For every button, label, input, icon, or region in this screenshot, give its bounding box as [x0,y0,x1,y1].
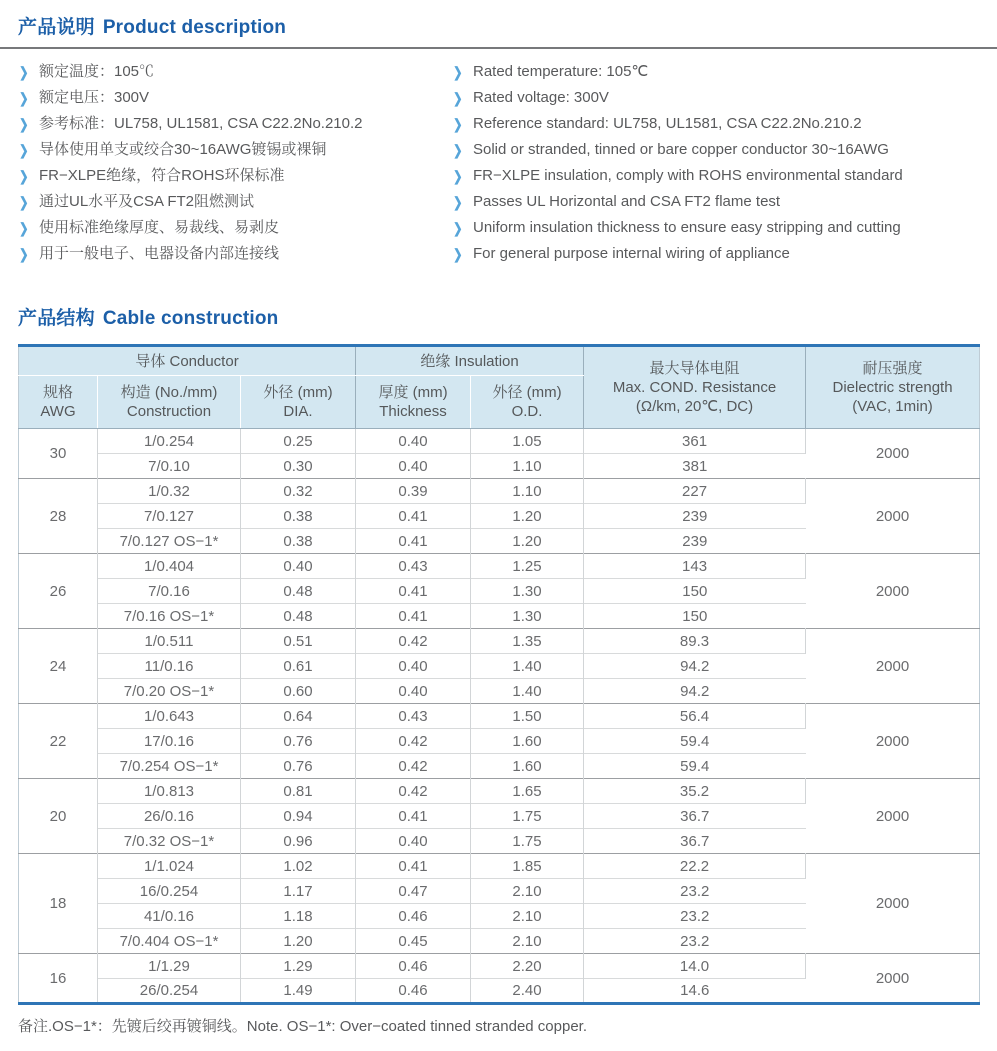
description-item-text: FR−XLPE insulation, comply with ROHS environmental standard [473,167,903,184]
data-cell: 143 [584,554,806,579]
data-cell: 0.41 [356,504,471,529]
data-cell: 0.43 [356,554,471,579]
cable-construction-title-zh: 产品结构 [18,308,95,329]
data-cell: 0.38 [241,529,356,554]
dielectric-header-zh: 耐压强度 [862,360,923,377]
description-item-zh-0 [18,59,452,85]
chevron-right-icon: ❯ [453,90,463,106]
data-cell: 94.2 [584,654,806,679]
data-cell: 2.40 [471,979,584,1004]
data-cell: 0.81 [241,779,356,804]
product-description-title-en: Product description [102,17,287,38]
description-item-text: Rated temperature: 105℃ [473,63,649,80]
data-cell: 41/0.16 [98,904,241,929]
table-head [19,346,980,429]
product-description-section [18,12,979,267]
data-cell: 2.10 [471,879,584,904]
dielectric-cell: 2000 [806,479,980,554]
data-cell: 1.30 [471,604,584,629]
data-cell: 36.7 [584,829,806,854]
description-columns [18,59,979,267]
dielectric-cell: 2000 [806,629,980,704]
data-cell: 0.41 [356,529,471,554]
data-cell: 1.25 [471,554,584,579]
data-cell: 14.6 [584,979,806,1004]
data-cell: 0.76 [241,729,356,754]
data-cell: 0.40 [356,654,471,679]
data-cell: 0.25 [241,429,356,454]
description-item-zh-5 [18,189,452,215]
dielectric-cell: 2000 [806,704,980,779]
data-cell: 1/1.29 [98,954,241,979]
group-header-insulation: 绝缘 Insulation [356,346,584,376]
data-cell: 0.32 [241,479,356,504]
cable-construction-section [18,303,979,1036]
data-cell: 7/0.16 [98,579,241,604]
data-cell: 89.3 [584,629,806,654]
data-cell: 0.30 [241,454,356,479]
data-cell: 0.94 [241,804,356,829]
description-item-zh-4 [18,163,452,189]
data-cell: 0.46 [356,979,471,1004]
data-cell: 26/0.16 [98,804,241,829]
cable-construction-title [18,303,979,330]
data-cell: 1.20 [241,929,356,954]
description-item-text: 参考标准：UL758, UL1581, CSA C22.2No.210.2 [39,115,363,132]
table-row-awg24-0 [19,629,980,654]
column-header-od: 外径 (mm) O.D. [471,376,584,429]
data-cell: 0.39 [356,479,471,504]
data-cell: 0.40 [356,454,471,479]
description-item-text: 额定电压：300V [39,89,150,106]
data-cell: 1.18 [241,904,356,929]
data-cell: 361 [584,429,806,454]
description-item-text: 用于一般电子、电器设备内部连接线 [39,245,280,262]
data-cell: 1.35 [471,629,584,654]
data-cell: 1.49 [241,979,356,1004]
dielectric-header-en: Dielectric strength [832,379,953,396]
group-header-conductor: 导体 Conductor [19,346,356,376]
data-cell: 0.48 [241,604,356,629]
data-cell: 94.2 [584,679,806,704]
chevron-right-icon: ❯ [19,194,29,210]
data-cell: 1.40 [471,679,584,704]
data-cell: 1.50 [471,704,584,729]
data-cell: 1.05 [471,429,584,454]
data-cell: 7/0.404 OS−1* [98,929,241,954]
description-item-text: 使用标准绝缘厚度、易裁线、易剥皮 [39,219,280,236]
data-cell: 1.10 [471,479,584,504]
description-item-zh-3 [18,137,452,163]
description-item-en-0 [452,59,979,85]
data-cell: 1.10 [471,454,584,479]
data-cell: 0.41 [356,604,471,629]
description-item-en-3 [452,137,979,163]
data-cell: 239 [584,529,806,554]
description-item-text: 额定温度：105℃ [39,63,155,80]
chevron-right-icon: ❯ [19,64,29,80]
data-cell: 1/0.32 [98,479,241,504]
description-list-zh [18,59,452,267]
description-item-zh-1 [18,85,452,111]
data-cell: 7/0.20 OS−1* [98,679,241,704]
description-item-en-5 [452,189,979,215]
data-cell: 1.85 [471,854,584,879]
data-cell: 2.20 [471,954,584,979]
description-item-text: FR−XLPE绝缘，符合ROHS环保标准 [39,167,285,184]
data-cell: 23.2 [584,904,806,929]
table-row-awg30-0 [19,429,980,454]
chevron-right-icon: ❯ [453,168,463,184]
resistance-header-en: Max. COND. Resistance [612,379,777,396]
table-row-awg18-0 [19,854,980,879]
data-cell: 0.96 [241,829,356,854]
data-cell: 2.10 [471,904,584,929]
data-cell: 0.40 [356,679,471,704]
data-cell: 7/0.127 [98,504,241,529]
dielectric-cell: 2000 [806,779,980,854]
chevron-right-icon: ❯ [19,246,29,262]
table-row-awg16-0 [19,954,980,979]
resistance-header-zh: 最大导体电阻 [649,360,740,377]
chevron-right-icon: ❯ [19,90,29,106]
data-cell: 1/0.813 [98,779,241,804]
description-item-text: Rated voltage: 300V [473,89,609,106]
data-cell: 0.45 [356,929,471,954]
data-cell: 0.48 [241,579,356,604]
data-cell: 0.64 [241,704,356,729]
data-cell: 0.42 [356,779,471,804]
table-body [19,429,980,1004]
data-cell: 23.2 [584,879,806,904]
awg-cell: 16 [19,954,98,1004]
awg-cell: 28 [19,479,98,554]
data-cell: 35.2 [584,779,806,804]
data-cell: 1/0.404 [98,554,241,579]
table-row-awg26-0 [19,554,980,579]
data-cell: 1.60 [471,754,584,779]
description-item-zh-7 [18,241,452,267]
chevron-right-icon: ❯ [453,246,463,262]
data-cell: 1/0.511 [98,629,241,654]
product-description-title-zh: 产品说明 [18,17,95,38]
awg-cell: 20 [19,779,98,854]
data-cell: 16/0.254 [98,879,241,904]
data-cell: 22.2 [584,854,806,879]
awg-cell: 18 [19,854,98,954]
column-header-awg: 规格 AWG [19,376,98,429]
description-item-text: 导体使用单支或绞合30~16AWG镀锡或裸铜 [39,141,327,158]
data-cell: 36.7 [584,804,806,829]
data-cell: 381 [584,454,806,479]
description-item-en-6 [452,215,979,241]
description-item-en-4 [452,163,979,189]
data-cell: 239 [584,504,806,529]
data-cell: 2.10 [471,929,584,954]
awg-cell: 22 [19,704,98,779]
data-cell: 14.0 [584,954,806,979]
chevron-right-icon: ❯ [19,220,29,236]
data-cell: 0.43 [356,704,471,729]
cable-construction-title-en: Cable construction [102,308,279,329]
data-cell: 0.61 [241,654,356,679]
dielectric-cell: 2000 [806,429,980,479]
data-cell: 150 [584,604,806,629]
data-cell: 59.4 [584,729,806,754]
dielectric-header-unit: (VAC, 1min) [852,398,933,415]
title-divider [0,47,997,49]
table-row-awg20-0 [19,779,980,804]
description-item-text: Solid or stranded, tinned or bare copper conductor 30~16AWG [473,141,889,158]
description-item-zh-2 [18,111,452,137]
description-item-en-2 [452,111,979,137]
data-cell: 56.4 [584,704,806,729]
data-cell: 1/1.024 [98,854,241,879]
data-cell: 0.76 [241,754,356,779]
data-cell: 1/0.643 [98,704,241,729]
data-cell: 1.30 [471,579,584,604]
description-item-text: 通过UL水平及CSA FT2阻燃测试 [39,193,255,210]
data-cell: 0.41 [356,804,471,829]
data-cell: 1.29 [241,954,356,979]
column-header-resistance [584,346,806,429]
chevron-right-icon: ❯ [453,142,463,158]
data-cell: 11/0.16 [98,654,241,679]
column-header-construction: 构造 (No./mm) Construction [98,376,241,429]
data-cell: 23.2 [584,929,806,954]
description-item-text: Reference standard: UL758, UL1581, CSA C22.2No.210.2 [473,115,862,132]
awg-cell: 26 [19,554,98,629]
description-list-en [452,59,979,267]
data-cell: 0.41 [356,579,471,604]
data-cell: 0.51 [241,629,356,654]
data-cell: 0.41 [356,854,471,879]
data-cell: 7/0.10 [98,454,241,479]
data-cell: 0.38 [241,504,356,529]
data-cell: 1.75 [471,804,584,829]
dielectric-cell: 2000 [806,854,980,954]
description-item-text: Uniform insulation thickness to ensure easy stripping and cutting [473,219,901,236]
chevron-right-icon: ❯ [453,194,463,210]
column-header-dielectric [806,346,980,429]
description-item-en-7 [452,241,979,267]
chevron-right-icon: ❯ [19,142,29,158]
chevron-right-icon: ❯ [453,64,463,80]
table-row-awg22-0 [19,704,980,729]
data-cell: 17/0.16 [98,729,241,754]
resistance-header-unit: (Ω/km, 20℃, DC) [635,398,754,415]
data-cell: 7/0.127 OS−1* [98,529,241,554]
product-description-title [18,12,979,39]
data-cell: 1.20 [471,529,584,554]
dielectric-cell: 2000 [806,554,980,629]
chevron-right-icon: ❯ [19,116,29,132]
data-cell: 7/0.32 OS−1* [98,829,241,854]
data-cell: 1.20 [471,504,584,529]
awg-cell: 24 [19,629,98,704]
data-cell: 0.47 [356,879,471,904]
data-cell: 0.60 [241,679,356,704]
data-cell: 0.40 [356,829,471,854]
column-header-thickness: 厚度 (mm) Thickness [356,376,471,429]
data-cell: 1.75 [471,829,584,854]
data-cell: 59.4 [584,754,806,779]
awg-cell: 30 [19,429,98,479]
column-header-dia: 外径 (mm) DIA. [241,376,356,429]
data-cell: 0.46 [356,904,471,929]
data-cell: 0.40 [241,554,356,579]
data-cell: 0.42 [356,629,471,654]
cable-construction-table [18,344,980,1005]
data-cell: 0.46 [356,954,471,979]
data-cell: 0.42 [356,729,471,754]
data-cell: 1.65 [471,779,584,804]
table-note: 备注.OS−1*：先镀后绞再镀铜线。Note. OS−1*: Over−coated tinned stranded copper. [18,1018,587,1035]
description-item-zh-6 [18,215,452,241]
data-cell: 150 [584,579,806,604]
data-cell: 1.02 [241,854,356,879]
chevron-right-icon: ❯ [19,168,29,184]
data-cell: 1.60 [471,729,584,754]
data-cell: 7/0.254 OS−1* [98,754,241,779]
description-item-en-1 [452,85,979,111]
data-cell: 0.42 [356,754,471,779]
description-item-text: For general purpose internal wiring of appliance [473,245,790,262]
data-cell: 0.40 [356,429,471,454]
dielectric-cell: 2000 [806,954,980,1004]
data-cell: 1/0.254 [98,429,241,454]
data-cell: 7/0.16 OS−1* [98,604,241,629]
group-header-row [19,346,980,376]
data-cell: 227 [584,479,806,504]
chevron-right-icon: ❯ [453,116,463,132]
chevron-right-icon: ❯ [453,220,463,236]
description-item-text: Passes UL Horizontal and CSA FT2 flame test [473,193,781,210]
data-cell: 1.17 [241,879,356,904]
data-cell: 26/0.254 [98,979,241,1004]
table-row-awg28-0 [19,479,980,504]
data-cell: 1.40 [471,654,584,679]
